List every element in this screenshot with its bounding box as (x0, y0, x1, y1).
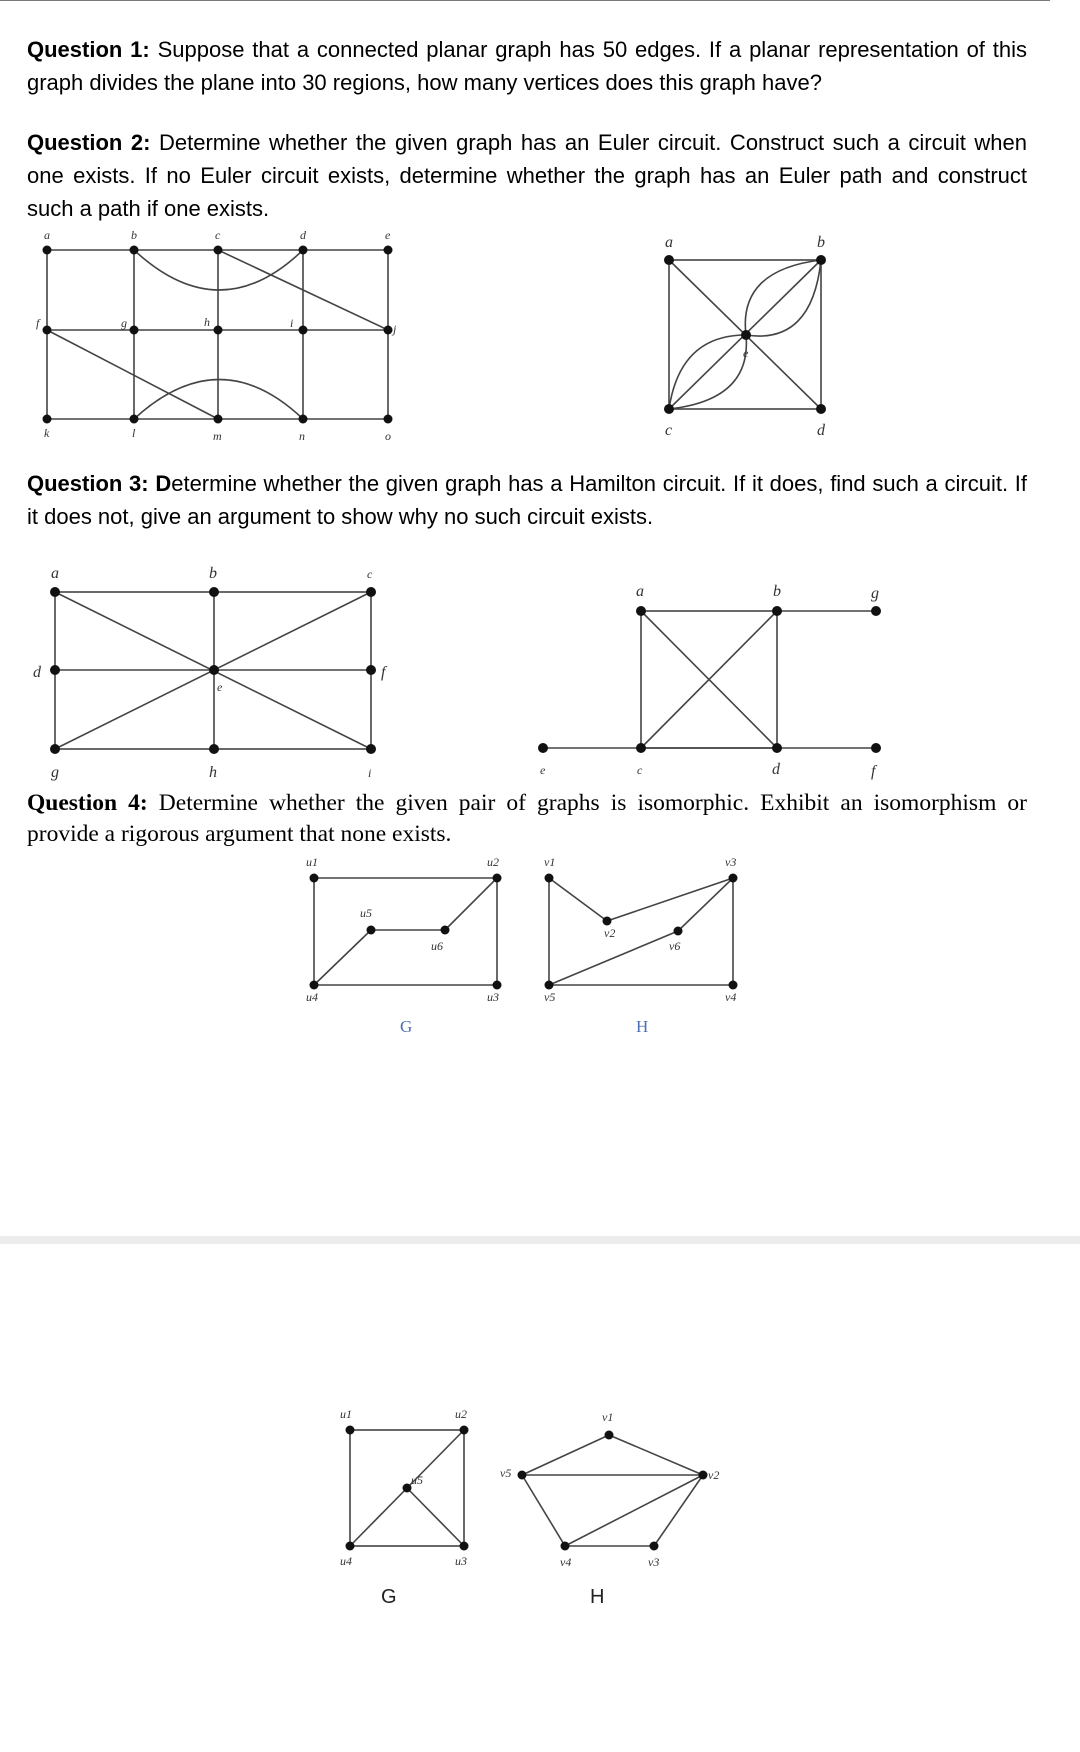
vertex-label: e (540, 763, 546, 777)
vertex-label: l (132, 426, 136, 440)
vertex-label: c (215, 228, 221, 242)
question-1-text: Suppose that a connected planar graph has 50 edges. If a planar representation of this graph divides the plane into 30 regions, how many vertices does this graph have? (27, 37, 1027, 95)
vertex-label: u5 (411, 1473, 423, 1487)
vertex-label: v6 (669, 939, 681, 953)
vertex-label: n (299, 429, 305, 443)
vertex-label: u4 (306, 990, 318, 1004)
q4-pair2-graph-g (340, 1407, 469, 1608)
question-1-label: Question 1: (27, 37, 150, 62)
q3-graph-1 (33, 565, 388, 781)
vertex-label: g (121, 316, 127, 330)
question-3-label: Question 3: D (27, 471, 172, 496)
vertex-label: f (36, 316, 40, 330)
vertex-label: e (217, 680, 223, 694)
vertex-label: v2 (708, 1468, 720, 1482)
vertex-label: d (300, 228, 306, 242)
vertex-label: u1 (306, 855, 318, 869)
vertex-label: c (367, 567, 373, 581)
vertex-label: u1 (340, 1407, 352, 1421)
vertex-label: o (385, 429, 391, 443)
vertex-label: u3 (455, 1554, 467, 1568)
vertex-label: c (665, 422, 673, 439)
graph-name-g: G (381, 1586, 397, 1608)
vertex-label: b (773, 583, 781, 600)
question-4-label: Question 4: (27, 790, 148, 816)
question-4-text: Determine whether the given pair of graphs is isomorphic. Exhibit an isomorphism or provide a rigorous argument that none exists. (27, 790, 1027, 847)
vertex-label: d (817, 422, 825, 439)
vertex-label: f (381, 664, 386, 681)
vertex-label: g (51, 764, 59, 781)
vertex-label: b (209, 565, 217, 582)
graph-name-g: G (400, 1017, 413, 1036)
vertex-label: b (817, 234, 825, 251)
q2-graph-2 (664, 234, 826, 439)
vertex-label: e (385, 228, 391, 242)
vertex-label: v3 (725, 855, 737, 869)
vertex-label: v4 (725, 990, 737, 1004)
vertex-label: c (637, 763, 643, 777)
vertex-label: h (209, 764, 217, 781)
vertex-label: k (44, 426, 50, 440)
vertex-label: v5 (500, 1466, 512, 1480)
vertex-label: j (393, 322, 397, 336)
vertex-label: u2 (455, 1407, 467, 1421)
vertex-label: u3 (487, 990, 499, 1004)
vertex-label: v5 (544, 990, 556, 1004)
vertex-label: d (772, 761, 780, 778)
vertex-label: g (871, 585, 879, 602)
vertex-label: u5 (360, 906, 372, 920)
vertex-label: b (131, 228, 137, 242)
question-2-label: Question 2: (27, 130, 151, 155)
vertex-label: u4 (340, 1554, 352, 1568)
graph-name-h: H (590, 1586, 605, 1608)
vertex-label: v3 (648, 1555, 660, 1569)
vertex-label: v2 (604, 926, 616, 940)
vertex-label: a (44, 228, 50, 242)
vertex-label: v1 (544, 855, 556, 869)
vertex-label: u2 (487, 855, 499, 869)
question-2-text: Determine whether the given graph has an Euler circuit. Construct such a circuit when one exists. If no Euler circuit exists, determine whether the graph has an Euler path and construct such a path if one exists. (27, 130, 1027, 221)
q4-pair2-graph-h (500, 1410, 719, 1608)
vertex-label: a (51, 565, 59, 582)
question-3-text: etermine whether the given graph has a Hamilton circuit. If it does, find such a circuit. If it does not, give an argument to show why no such circuit exists. (27, 471, 1027, 529)
graph-name-h: H (636, 1017, 649, 1036)
vertex-label: f (871, 763, 876, 780)
vertex-label: h (204, 315, 210, 329)
vertex-label: m (213, 429, 222, 443)
q4-pair1-graph-g (306, 855, 502, 1036)
vertex-label: v1 (602, 1410, 614, 1424)
vertex-label: e (743, 346, 749, 360)
vertex-label: u6 (431, 939, 443, 953)
vertex-label: a (636, 583, 644, 600)
vertex-label: a (665, 234, 673, 251)
vertex-label: v4 (560, 1555, 572, 1569)
vertex-label: i (290, 316, 294, 330)
q3-graph-2 (538, 583, 881, 780)
q4-pair1-graph-h (544, 855, 738, 1036)
vertex-label: d (33, 664, 41, 681)
vertex-label: i (368, 766, 372, 780)
q2-graph-1 (36, 228, 397, 443)
